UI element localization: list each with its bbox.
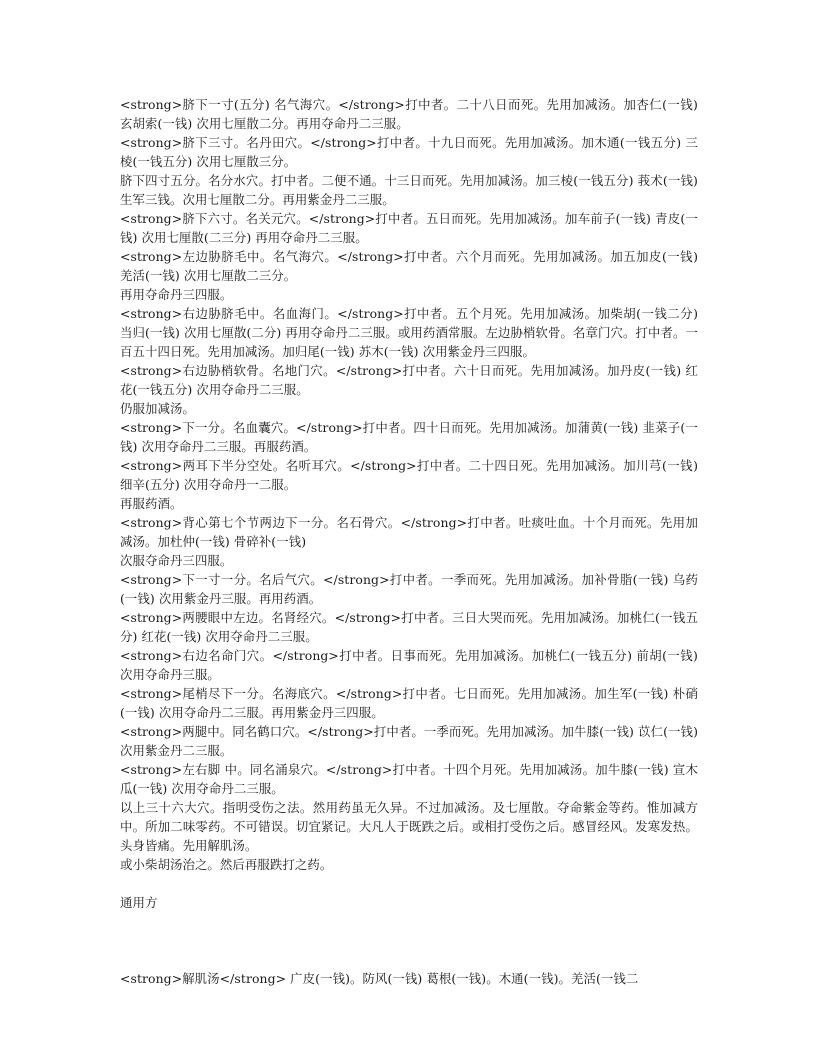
paragraph: <strong>背心第七个节两边下一分。名石骨穴。</strong>打中者。吐痰吐血。十个月而死。先用加减汤。加杜仲(一钱) 骨碎补(一钱) xyxy=(120,515,698,549)
paragraph: <strong>左右脚 中。同名涌泉穴。</strong>打中者。十四个月死。先用加减汤。加牛膝(一钱) 宣木瓜(一钱) 次用夺命丹二三服。 xyxy=(120,762,698,796)
paragraph: 再服药酒。 xyxy=(120,496,183,511)
paragraph: <strong>解肌汤</strong> 广皮(一钱)。防风(一钱) 葛根(一钱)。木通(一钱)。羌活(一钱二 xyxy=(120,971,639,986)
paragraph: 再用夺命丹三四服。 xyxy=(120,287,233,302)
paragraph: 次服夺命丹三四服。 xyxy=(120,553,233,568)
paragraph: <strong>左边胁脐毛中。名气海穴。</strong>打中者。六个月而死。先用加减汤。加五加皮(一钱) 羌活(一钱) 次用七厘散二三分。 xyxy=(120,249,698,283)
spacer xyxy=(120,912,698,969)
paragraph: 或小柴胡汤治之。然后再服跌打之药。 xyxy=(120,857,333,872)
paragraph: <strong>脐下一寸(五分) 名气海穴。</strong>打中者。二十八日而死。先用加减汤。加杏仁(一钱) 玄胡索(一钱) 次用七厘散二分。再用夺命丹二三服。 xyxy=(120,97,698,131)
section-heading: 通用方 xyxy=(120,895,158,910)
paragraph: <strong>两腰眼中左边。名肾经穴。</strong>打中者。三日大哭而死。先用加减汤。加桃仁(一钱五分) 红花(一钱) 次用夺命丹二三服。 xyxy=(120,610,698,644)
paragraph: <strong>脐下三寸。名丹田穴。</strong>打中者。十九日而死。先用加减汤。加木通(一钱五分) 三棱(一钱五分) 次用七厘散三分。 xyxy=(120,135,698,169)
paragraph: <strong>两腿中。同名鹤口穴。</strong>打中者。一季而死。先用加减汤。加牛膝(一钱) 苡仁(一钱) 次用紫金丹二三服。 xyxy=(120,724,698,758)
paragraph: <strong>右边胁脐毛中。名血海门。</strong>打中者。五个月死。先用加减汤。加柴胡(一钱二分) 当归(一钱) 次用七厘散(二分) 再用夺命丹二三服。或用药酒常服。左边胁梢软骨。名章门穴。打中者。一百五十四日死。先用加减汤。加归尾(一钱) 苏木(一钱) 次用紫金丹三四服。 xyxy=(120,306,698,359)
paragraph: <strong>尾梢尽下一分。名海底穴。</strong>打中者。七日而死。先用加减汤。加生军(一钱) 朴硝(一钱) 次用夺命丹二三服。再用紫金丹三四服。 xyxy=(120,686,698,720)
paragraph: <strong>右边胁梢软骨。名地门穴。</strong>打中者。六十日而死。先用加减汤。加丹皮(一钱) 红花(一钱五分) 次用夺命丹二三服。 xyxy=(120,363,698,397)
paragraph: 脐下四寸五分。名分水穴。打中者。二便不通。十三日而死。先用加减汤。加三棱(一钱五分) 莪术(一钱) 生军三钱。次用七厘散二分。再用紫金丹二三服。 xyxy=(120,173,698,207)
paragraph: <strong>脐下六寸。名关元穴。</strong>打中者。五日而死。先用加减汤。加车前子(一钱) 青皮(一钱) 次用七厘散(二三分) 再用夺命丹二三服。 xyxy=(120,211,698,245)
paragraph: <strong>下一分。名血囊穴。</strong>打中者。四十日而死。先用加减汤。加蒲黄(一钱) 韭菜子(一钱) 次用夺命丹二三服。再服药酒。 xyxy=(120,420,698,454)
paragraph: 以上三十六大穴。指明受伤之法。然用药虽无久异。不过加减汤。及七厘散。夺命紫金等药。惟加减方中。所加二味零药。不可错误。切宜紧记。大凡人于既跌之后。或相打受伤之后。感冒经风。发寒发热。头身皆痛。先用解肌汤。 xyxy=(120,800,698,853)
paragraph: <strong>两耳下半分空处。名听耳穴。</strong>打中者。二十四日死。先用加减汤。加川芎(一钱) 细辛(五分) 次用夺命丹一二服。 xyxy=(120,458,698,492)
paragraph: 仍服加减汤。 xyxy=(120,401,195,416)
paragraph: <strong>下一寸一分。名后气穴。</strong>打中者。一季而死。先用加减汤。加补骨脂(一钱) 乌药(一钱) 次用紫金丹三服。再用药酒。 xyxy=(120,572,698,606)
document-page xyxy=(120,95,698,988)
paragraph: <strong>右边名命门穴。</strong>打中者。日事而死。先用加减汤。加桃仁(一钱五分) 前胡(一钱) 次用夺命丹三服。 xyxy=(120,648,698,682)
